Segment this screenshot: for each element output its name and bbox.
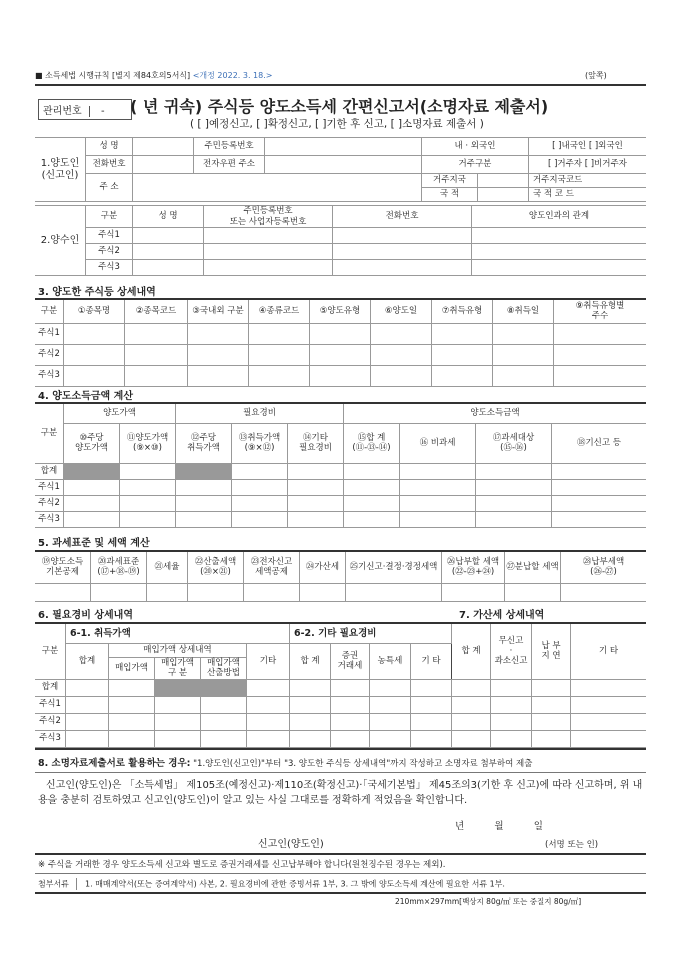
- s3-col-header: ⑨취득유형별 주수: [554, 299, 647, 323]
- phone-label: 전화번호: [86, 156, 133, 174]
- s5-cell[interactable]: [188, 583, 244, 601]
- s4-shaded-cell: [176, 463, 232, 479]
- address-label: 주 소: [86, 174, 133, 202]
- page-side: (앞쪽): [585, 71, 607, 80]
- s6-cell[interactable]: [411, 679, 452, 696]
- name-field[interactable]: [133, 138, 194, 156]
- s4-shaded-cell: [64, 463, 120, 479]
- s3-col-header: ①종목명: [64, 299, 125, 323]
- s4-cell[interactable]: [120, 495, 176, 511]
- s6-cell[interactable]: [155, 696, 201, 713]
- s7-cell[interactable]: [452, 730, 491, 747]
- s4-col-header: ⑪양도가액 (⑨×⑩): [120, 423, 176, 463]
- s4-row-label: 주식2: [35, 495, 64, 511]
- s6-cell[interactable]: [370, 713, 411, 730]
- section-6-7-expense-penalty: [35, 622, 646, 748]
- country-label: 거주지국: [421, 174, 477, 188]
- s6-cell[interactable]: [370, 730, 411, 747]
- s4-col-header: ⑮합 계 (⑪-⑬-⑭): [344, 423, 400, 463]
- s4-cell[interactable]: [176, 511, 232, 527]
- s4-title: 4. 양도소득금액 계산: [38, 391, 133, 402]
- s4-cell[interactable]: [232, 511, 288, 527]
- attachments-text: 1. 매매계약서(또는 증여계약서) 사본, 2. 필요경비에 관한 증빙서류 1부, 3. 그 밖에 양도소득세 계산에 필요한 서류 1부.: [85, 879, 505, 889]
- s5-col-header: ㉔가산세: [300, 551, 346, 583]
- s3-col-header: ③국내외 구분: [188, 299, 249, 323]
- nationality-type-options[interactable]: [ ]내국인 [ ]외국인: [528, 138, 646, 156]
- s6-row-label: 주식1: [35, 696, 66, 713]
- nationality-label: 국 적: [421, 188, 477, 202]
- s3-row-label: 주식2: [35, 344, 64, 365]
- s2-cell[interactable]: [204, 228, 333, 244]
- s6-col-header: 증권 거래세: [331, 643, 370, 679]
- s4-cell[interactable]: [120, 511, 176, 527]
- s3-cell[interactable]: [310, 344, 371, 365]
- s4-cell[interactable]: [400, 479, 476, 495]
- s3-cell[interactable]: [125, 344, 188, 365]
- rrn-label: 주민등록번호: [194, 138, 265, 156]
- section-5-tax-calc: [35, 550, 646, 602]
- s7-cell[interactable]: [532, 730, 571, 747]
- s5-cell[interactable]: [91, 583, 147, 601]
- email-field[interactable]: [265, 156, 422, 174]
- s3-cell[interactable]: [554, 344, 647, 365]
- s4-col-header: ⑯ 비과세: [400, 423, 476, 463]
- s4-cell[interactable]: [552, 463, 647, 479]
- s5-cell[interactable]: [561, 583, 647, 601]
- s3-cell[interactable]: [249, 365, 310, 386]
- s6-row-label: 주식3: [35, 730, 66, 747]
- s6-col-header: 매입가액 상세내역: [109, 643, 247, 657]
- s2-row-label: 주식3: [86, 260, 133, 276]
- s4-cell[interactable]: [288, 511, 344, 527]
- s6-cell[interactable]: [370, 679, 411, 696]
- country-field[interactable]: [477, 174, 528, 188]
- s4-col-header: ⑭기타 필요경비: [288, 423, 344, 463]
- s4-col-header: ⑱기신고 등: [552, 423, 647, 463]
- s8-row: [38, 755, 532, 769]
- management-number-box: 관리번호 -: [38, 99, 132, 120]
- s6-cell[interactable]: [201, 696, 247, 713]
- s3-cell[interactable]: [554, 323, 647, 344]
- s7-cell[interactable]: [571, 696, 647, 713]
- s6-col-header: 합 계: [290, 643, 331, 679]
- s6-shaded-cell: [155, 679, 201, 696]
- attachments-row: [38, 878, 505, 890]
- s3-cell[interactable]: [371, 344, 432, 365]
- s2-cell[interactable]: [133, 228, 204, 244]
- s3-cell[interactable]: [432, 323, 493, 344]
- phone-field[interactable]: [133, 156, 194, 174]
- s7-cell[interactable]: [571, 730, 647, 747]
- s6-cell[interactable]: [109, 713, 155, 730]
- s4-cell[interactable]: [64, 511, 120, 527]
- s5-cell[interactable]: [35, 583, 91, 601]
- s6-cell[interactable]: [290, 730, 331, 747]
- s5-cell[interactable]: [505, 583, 561, 601]
- s5-col-header: ㉗분납할 세액: [505, 551, 561, 583]
- s5-title: 5. 과세표준 및 세액 계산: [38, 538, 150, 549]
- s2-label: 2.양수인: [35, 206, 86, 276]
- s7-cell[interactable]: [452, 713, 491, 730]
- s3-cell[interactable]: [493, 344, 554, 365]
- s5-col-header: ㉕기신고·결정·경정세액: [346, 551, 442, 583]
- s3-cell[interactable]: [493, 323, 554, 344]
- s6-col-header: 농특세: [370, 643, 411, 679]
- section-2-transferee: [35, 205, 646, 276]
- s3-col-header: ⑤양도유형: [310, 299, 371, 323]
- s4-cell[interactable]: [64, 495, 120, 511]
- s3-col-header: ②종목코드: [125, 299, 188, 323]
- s7-cell[interactable]: [491, 696, 532, 713]
- s4-cell[interactable]: [344, 479, 400, 495]
- declaration-date: 년 월 일: [455, 821, 543, 832]
- s4-col-header: 구분: [35, 403, 64, 463]
- s5-col-header: ㉖납부할 세액 (㉒-㉓+㉔): [442, 551, 505, 583]
- s4-group-header: 필요경비: [176, 403, 344, 423]
- s6-cell[interactable]: [411, 696, 452, 713]
- s3-cell[interactable]: [554, 365, 647, 386]
- s6-sub1-title: 6-1. 취득가액: [66, 623, 290, 643]
- s6-cell[interactable]: [155, 713, 201, 730]
- s2-row-label: 주식1: [86, 228, 133, 244]
- s6-col-header: 기타: [247, 643, 290, 679]
- s2-cell[interactable]: [333, 244, 472, 260]
- name-label: 성 명: [86, 138, 133, 156]
- s7-cell[interactable]: [491, 730, 532, 747]
- s6-cell[interactable]: [331, 679, 370, 696]
- s6-cell[interactable]: [411, 713, 452, 730]
- declaration-text: 신고인(양도인)은 「소득세법」 제105조(예정신고)·제110조(확정신고)·「국세기본법」 제45조의3(기한 후 신고)에 따라 신고하며, 위 내용을 충분히 검토하였고 신고인(양도인)이 알고 있는 사실 그대로를 정확하게 적었음을 확인합니다.: [38, 780, 643, 806]
- s3-cell[interactable]: [125, 323, 188, 344]
- s5-col-header: ⑲양도소득 기본공제: [35, 551, 91, 583]
- s2-cell[interactable]: [204, 260, 333, 276]
- s2-cell[interactable]: [472, 244, 647, 260]
- s5-cell[interactable]: [300, 583, 346, 601]
- s6-cell[interactable]: [201, 713, 247, 730]
- s2-cell[interactable]: [472, 260, 647, 276]
- s7-col-header: 납 부 지 연: [532, 623, 571, 679]
- s3-cell[interactable]: [432, 344, 493, 365]
- s6-col-header: 매입가액 구 분: [155, 657, 201, 679]
- s6-cell[interactable]: [411, 730, 452, 747]
- s6-cell[interactable]: [66, 713, 109, 730]
- s4-row-label: 합계: [35, 463, 64, 479]
- s6-title: 6. 필요경비 상세내역: [38, 610, 133, 621]
- address-field[interactable]: [133, 174, 422, 202]
- s4-cell[interactable]: [232, 463, 288, 479]
- s7-cell[interactable]: [491, 713, 532, 730]
- s5-cell[interactable]: [346, 583, 442, 601]
- s4-cell[interactable]: [552, 511, 647, 527]
- s6-col-header: 기 타: [411, 643, 452, 679]
- s3-col-header: ⑥양도일: [371, 299, 432, 323]
- s3-cell[interactable]: [64, 323, 125, 344]
- s7-cell[interactable]: [532, 679, 571, 696]
- s4-cell[interactable]: [120, 479, 176, 495]
- s6-cell[interactable]: [109, 679, 155, 696]
- s6-cell[interactable]: [247, 730, 290, 747]
- s5-col-header: ㉓전자신고 세액공제: [244, 551, 300, 583]
- s6-cell[interactable]: [247, 679, 290, 696]
- s3-cell[interactable]: [64, 365, 125, 386]
- s4-col-header: ⑩주당 양도가액: [64, 423, 120, 463]
- s4-col-header: ⑰과세대상 (⑮-⑯): [476, 423, 552, 463]
- s3-cell[interactable]: [310, 365, 371, 386]
- declaration-signer: 신고인(양도인): [258, 839, 324, 850]
- attachments-label: 첨부서류: [38, 879, 69, 889]
- s4-cell[interactable]: [400, 463, 476, 479]
- s6-col-header: 매입가액: [109, 657, 155, 679]
- s5-col-header: ㉘납부세액 (㉖-㉗): [561, 551, 647, 583]
- s7-col-header: 무신고 · 과소신고: [491, 623, 532, 679]
- s6-col-header: 구분: [35, 623, 66, 679]
- s3-cell[interactable]: [432, 365, 493, 386]
- s4-cell[interactable]: [64, 479, 120, 495]
- s4-cell[interactable]: [344, 511, 400, 527]
- s6-cell[interactable]: [247, 713, 290, 730]
- s3-col-header: ④종류코드: [249, 299, 310, 323]
- s6-col-header: 합계: [66, 643, 109, 679]
- s6-cell[interactable]: [109, 730, 155, 747]
- s6-cell[interactable]: [155, 730, 201, 747]
- s5-cell[interactable]: [147, 583, 188, 601]
- s7-cell[interactable]: [452, 679, 491, 696]
- s7-cell[interactable]: [532, 713, 571, 730]
- rrn-field[interactable]: [265, 138, 422, 156]
- s6-cell[interactable]: [331, 730, 370, 747]
- securities-tax-note: ※ 주식을 거래한 경우 양도소득세 신고와 별도로 증권거래세를 신고납부해야 합니다(원천징수된 경우는 제외).: [38, 860, 446, 870]
- s6-cell[interactable]: [109, 696, 155, 713]
- s6-cell[interactable]: [290, 679, 331, 696]
- s6-cell[interactable]: [290, 713, 331, 730]
- s6-cell[interactable]: [201, 730, 247, 747]
- s3-cell[interactable]: [64, 344, 125, 365]
- s3-row-label: 주식3: [35, 365, 64, 386]
- s3-cell[interactable]: [249, 323, 310, 344]
- s4-cell[interactable]: [344, 463, 400, 479]
- s4-row-label: 주식3: [35, 511, 64, 527]
- s6-sub2-title: 6-2. 기타 필요경비: [290, 623, 452, 643]
- s2-cell[interactable]: [333, 260, 472, 276]
- s3-cell[interactable]: [188, 344, 249, 365]
- s3-cell[interactable]: [249, 344, 310, 365]
- s4-cell[interactable]: [288, 463, 344, 479]
- paper-spec: 210mm×297mm[백상지 80g/㎡ 또는 중질지 80g/㎡]: [395, 897, 582, 906]
- s4-cell[interactable]: [476, 495, 552, 511]
- s4-cell[interactable]: [176, 495, 232, 511]
- s4-cell[interactable]: [232, 479, 288, 495]
- s4-group-header: 양도가액: [64, 403, 176, 423]
- s6-row-label: 주식2: [35, 713, 66, 730]
- s5-cell[interactable]: [442, 583, 505, 601]
- s4-cell[interactable]: [288, 495, 344, 511]
- s2-cell[interactable]: [204, 244, 333, 260]
- s2-cell[interactable]: [133, 244, 204, 260]
- s2-cell[interactable]: [133, 260, 204, 276]
- residence-label: 거주구분: [421, 156, 528, 174]
- s6-cell[interactable]: [370, 696, 411, 713]
- s4-cell[interactable]: [232, 495, 288, 511]
- section-1-transferor: [35, 137, 646, 202]
- s4-cell[interactable]: [288, 479, 344, 495]
- s7-cell[interactable]: [532, 696, 571, 713]
- s8-text: "1.양도인(신고인)"부터 "3. 양도한 주식등 상세내역"까지 작성하고 소명자료 첨부하여 제출: [193, 759, 533, 769]
- s3-cell[interactable]: [310, 323, 371, 344]
- s6-cell[interactable]: [66, 696, 109, 713]
- s3-cell[interactable]: [493, 365, 554, 386]
- s3-col-header: ⑧취득일: [493, 299, 554, 323]
- s4-cell[interactable]: [400, 511, 476, 527]
- s4-group-header: 양도소득금액: [344, 403, 647, 423]
- form-subtitle: ( [ ]예정신고, [ ]확정신고, [ ]기한 후 신고, [ ]소명자료 제출서 ): [190, 118, 484, 130]
- section-3-stock-details: [35, 298, 646, 387]
- s2-col-header: 양도인과의 관계: [472, 206, 647, 228]
- s4-cell[interactable]: [120, 463, 176, 479]
- s5-cell[interactable]: [244, 583, 300, 601]
- s5-col-header: ⑳과세표준 (⑰+⑱-⑲): [91, 551, 147, 583]
- signature-field[interactable]: (서명 또는 인): [545, 840, 599, 850]
- s3-col-header: ⑦취득유형: [432, 299, 493, 323]
- s7-col-header: 기 타: [571, 623, 647, 679]
- form-title: ( 년 귀속) 주식등 양도소득세 간편신고서(소명자료 제출서): [130, 97, 549, 116]
- s7-cell[interactable]: [452, 696, 491, 713]
- country-code-label: 거주지국코드: [532, 175, 583, 186]
- residence-options[interactable]: [ ]거주자 [ ]비거주자: [528, 156, 646, 174]
- s6-cell[interactable]: [247, 696, 290, 713]
- s4-col-header: ⑬취득가액 (⑨×⑫): [232, 423, 288, 463]
- s7-cell[interactable]: [571, 679, 647, 696]
- s4-cell[interactable]: [552, 479, 647, 495]
- s2-col-header: 주민등록번호 또는 사업자등록번호: [204, 206, 333, 228]
- s6-cell[interactable]: [290, 696, 331, 713]
- s3-row-label: 주식1: [35, 323, 64, 344]
- s4-row-label: 주식1: [35, 479, 64, 495]
- email-label: 전자우편 주소: [194, 156, 265, 174]
- s6-col-header: 매입가액 산출방법: [201, 657, 247, 679]
- s4-cell[interactable]: [476, 511, 552, 527]
- s6-cell[interactable]: [331, 696, 370, 713]
- s2-row-label: 주식2: [86, 244, 133, 260]
- s6-cell[interactable]: [66, 679, 109, 696]
- s4-cell[interactable]: [344, 495, 400, 511]
- nationality-code-label: 국 적 코 드: [532, 189, 574, 200]
- s2-cell[interactable]: [333, 228, 472, 244]
- s2-cell[interactable]: [472, 228, 647, 244]
- s4-cell[interactable]: [476, 479, 552, 495]
- s7-title: 7. 가산세 상세내역: [459, 610, 545, 621]
- s4-cell[interactable]: [400, 495, 476, 511]
- s7-col-header: 합 계: [452, 623, 491, 679]
- s4-col-header: ⑫주당 취득가액: [176, 423, 232, 463]
- s3-cell[interactable]: [371, 323, 432, 344]
- s5-col-header: ㉒산출세액 (⑳×㉑): [188, 551, 244, 583]
- nationality-type-label: 내 · 외국인: [421, 138, 528, 156]
- s3-col-header: 구분: [35, 299, 64, 323]
- s2-col-header: 전화번호: [333, 206, 472, 228]
- s3-cell[interactable]: [188, 365, 249, 386]
- s4-cell[interactable]: [176, 479, 232, 495]
- s6-row-label: 합계: [35, 679, 66, 696]
- s7-cell[interactable]: [571, 713, 647, 730]
- s6-cell[interactable]: [66, 730, 109, 747]
- s7-cell[interactable]: [491, 679, 532, 696]
- s3-cell[interactable]: [125, 365, 188, 386]
- s3-cell[interactable]: [371, 365, 432, 386]
- s8-title: 8. 소명자료제출서로 활용하는 경우:: [38, 758, 191, 769]
- s2-col-header: 구분: [86, 206, 133, 228]
- s5-col-header: ㉑세율: [147, 551, 188, 583]
- law-reference: ■ 소득세법 시행규칙 [별지 제84호의5서식] <개정 2022. 3. 18.>: [35, 71, 273, 80]
- s1-label: 1.양도인 (신고인): [35, 138, 86, 202]
- s4-cell[interactable]: [476, 463, 552, 479]
- s3-title: 3. 양도한 주식등 상세내역: [38, 287, 156, 298]
- s3-cell[interactable]: [188, 323, 249, 344]
- s6-shaded-cell: [201, 679, 247, 696]
- section-4-income-calc: [35, 402, 646, 528]
- s6-cell[interactable]: [331, 713, 370, 730]
- s2-col-header: 성 명: [133, 206, 204, 228]
- s4-cell[interactable]: [552, 495, 647, 511]
- nationality-field[interactable]: [477, 188, 528, 202]
